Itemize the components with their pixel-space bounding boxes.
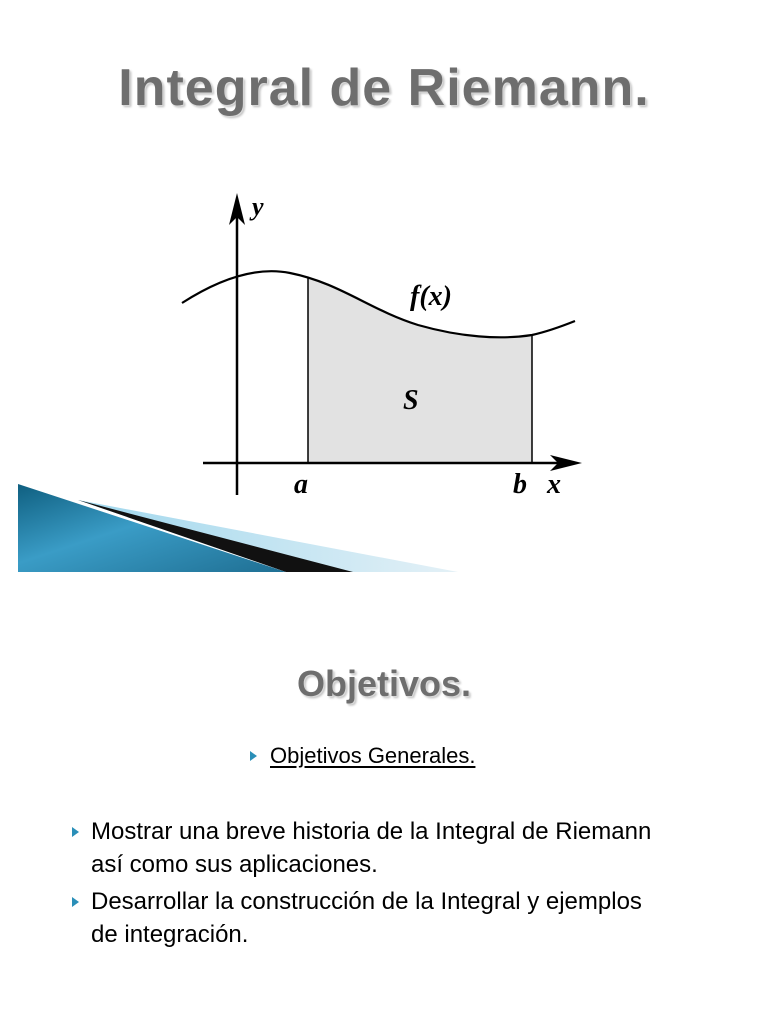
- riemann-area-diagram: [170, 185, 590, 505]
- bullet-arrow-icon: [72, 897, 79, 907]
- bullet-arrow-icon: [250, 751, 257, 761]
- upper-bound-label: b: [513, 469, 527, 500]
- section-title: Objetivos.: [296, 663, 472, 704]
- area-label: S: [403, 385, 419, 416]
- y-axis-label: y: [252, 192, 264, 221]
- list-item: [72, 885, 672, 951]
- bullet-arrow-icon: [72, 827, 79, 837]
- list-item-text: Mostrar una breve historia de la Integral de Riemann así como sus aplicaciones.: [91, 818, 652, 878]
- x-axis-label: x: [547, 469, 561, 500]
- decorative-swoosh: [18, 484, 458, 574]
- list-item: [72, 815, 672, 881]
- function-label: f(x): [410, 281, 452, 312]
- slide-title: Integral de Riemann.: [118, 59, 650, 117]
- lower-bound-label: a: [294, 469, 308, 500]
- list-item-text: Desarrollar la construcción de la Integral y ejemplos de integración.: [91, 888, 642, 948]
- objectives-list: [72, 815, 672, 955]
- general-objectives-link[interactable]: Objetivos Generales.: [270, 743, 476, 768]
- objectives-subheading: [250, 743, 475, 769]
